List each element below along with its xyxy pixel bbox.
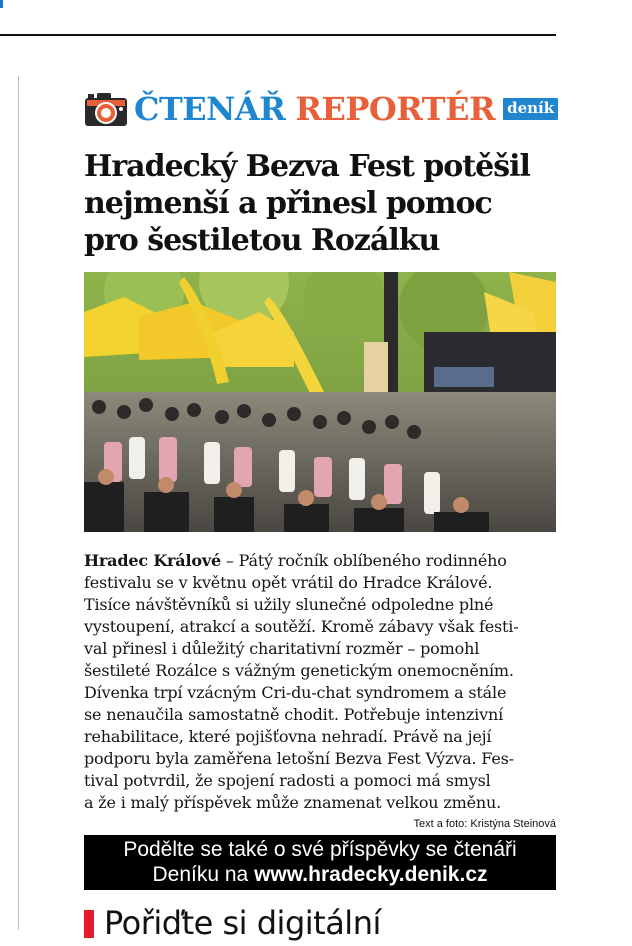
body-line: tival potvrdil, že spojení radosti a pomoci má smysl: [84, 771, 491, 790]
body-line: se nenaučila samostatně chodit. Potřebuje intenzivní: [84, 705, 504, 724]
body-line: a že i malý příspěvek může znamenat velkou změnu.: [84, 793, 502, 812]
dateline: Hradec Králové: [84, 551, 222, 570]
body-line: festivalu se v květnu opět vrátil do Hradce Králové.: [84, 573, 493, 592]
promo-line: Podělte se také o své příspěvky se čtenáři: [123, 838, 517, 861]
article-body: [84, 550, 556, 814]
body-line: podporu byla zaměřena letošní Bezva Fest Výzva. Fes-: [84, 749, 514, 768]
photo-credit: Text a foto: Kristýna Steinová: [413, 818, 556, 830]
headline-line: nejmenší a přinesl pomoc: [84, 186, 492, 221]
top-divider: [0, 34, 556, 36]
body-line-text: – Pátý ročník oblíbeného rodinného: [221, 551, 507, 570]
body-line: Dívenka trpí vzácným Cri-du-chat syndromem a stále: [84, 683, 507, 702]
next-article-teaser: [84, 906, 381, 946]
article-headline: [84, 148, 556, 259]
kicker-reporter: REPORTÉR: [295, 90, 496, 128]
body-line: vystoupení, atrakcí a soutěží. Kromě zábavy však festi-: [84, 617, 519, 636]
reader-report-article: [84, 88, 556, 890]
body-line: Tisíce návštěvníků si užily slunečné odpoledne plné: [84, 595, 494, 614]
page-edge-mark: [0, 0, 3, 8]
red-accent-bar: [84, 910, 94, 938]
festival-photo: [84, 272, 556, 532]
promo-prefix: Deníku na: [152, 863, 255, 886]
promo-url[interactable]: www.hradecky.denik.cz: [254, 863, 488, 886]
brand-logo: deník: [503, 98, 558, 120]
promo-line: [84, 862, 556, 887]
section-kicker: [84, 88, 556, 130]
promo-box: [84, 835, 556, 890]
body-line: [84, 550, 556, 572]
festival-crowd-image: [84, 272, 556, 532]
camera-icon: [84, 91, 128, 127]
body-line: rehabilitace, které pojišťovna nehradí. Právě na její: [84, 727, 492, 746]
kicker-reader: ČTENÁŘ: [134, 90, 286, 128]
column-divider: [18, 76, 19, 930]
headline-line: pro šestiletou Rozálku: [84, 223, 440, 258]
headline-line: Hradecký Bezva Fest potěšil: [84, 149, 530, 184]
body-line: val přinesl i důležitý charitativní rozměr – pomohl: [84, 639, 480, 658]
next-article-title: Pořiďte si digitální: [104, 904, 381, 942]
body-line: šestileté Rozálce s vážným genetickým onemocněním.: [84, 661, 514, 680]
